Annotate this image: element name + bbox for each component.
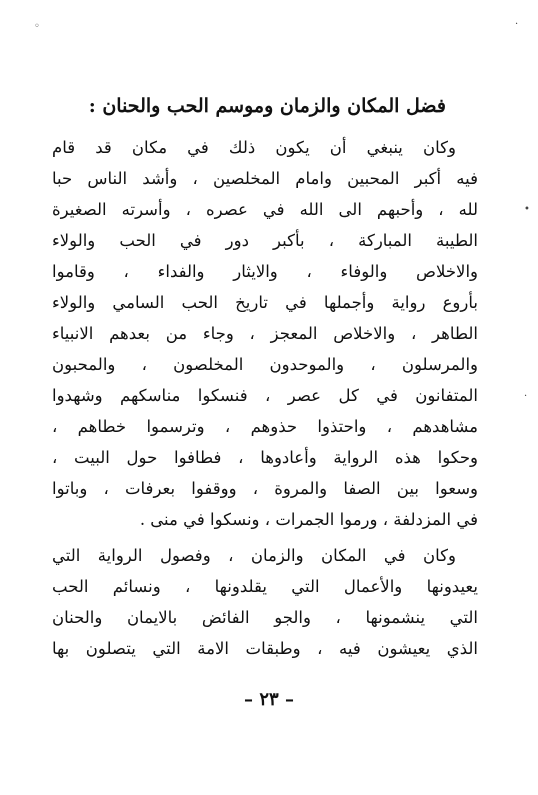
text-line: وكان ينبغي أن يكون ذلك في مكان قد قام: [52, 138, 456, 157]
scan-speck: ·: [515, 19, 519, 30]
text-line: يعيدونها والأعمال التي يقلدونها ، ونسائم الحب: [52, 577, 478, 596]
text-line: التي ينشمونها ، والجو الفائض بالايمان والحنان: [52, 608, 478, 627]
text-line: فيه أكبر المحبين وامام المخلصين ، وأشد الناس حبا: [52, 169, 478, 188]
text-line: في المزدلفة ، ورموا الجمرات ، ونسكوا في منى .: [139, 510, 478, 529]
text-line: والمرسلون ، والموحدون المخلصون ، والمحبون: [52, 355, 478, 374]
text-line: مشاهدهم ، واحتذوا حذوهم ، وترسموا خطاهم ،: [52, 417, 478, 436]
scan-speck: ·: [524, 391, 528, 402]
text-line: وكان في المكان والزمان ، وفصول الرواية التي: [52, 546, 456, 565]
scan-speck: •: [524, 204, 530, 215]
text-line: الذي يعيشون فيه ، وطبقات الامة التي يتصلون بها: [52, 639, 478, 658]
text-line: وسعوا بين الصفا والمروة ، ووقفوا بعرفات ، وباتوا: [52, 479, 478, 498]
text-line: لله ، وأحبهم الى الله في عصره ، وأسرته الصغيرة: [52, 200, 478, 219]
page-number: – ٢٣ –: [244, 689, 294, 710]
text-line: الطاهر ، والاخلاص المعجز ، وجاء من بعدهم الانبياء: [52, 324, 478, 343]
text-line: وحكوا هذه الرواية وأعادوها ، فطافوا حول البيت ،: [52, 448, 478, 467]
paragraph-1: [52, 132, 478, 535]
scan-speck: ◦: [34, 21, 40, 32]
paragraph-2: [52, 540, 478, 664]
text-line: بأروع رواية وأجملها في تاريخ الحب السامي والولاء: [52, 293, 478, 312]
text-line: والاخلاص والوفاء ، والايثار والفداء ، وقاموا: [52, 262, 478, 281]
text-line: الطيبة المباركة ، بأكبر دور في الحب والولاء: [52, 231, 478, 250]
section-heading: فضل المكان والزمان وموسم الحب والحنان :: [88, 95, 446, 117]
text-line: المتفانون في كل عصر ، فنسكوا مناسكهم وشهدوا: [52, 386, 478, 405]
